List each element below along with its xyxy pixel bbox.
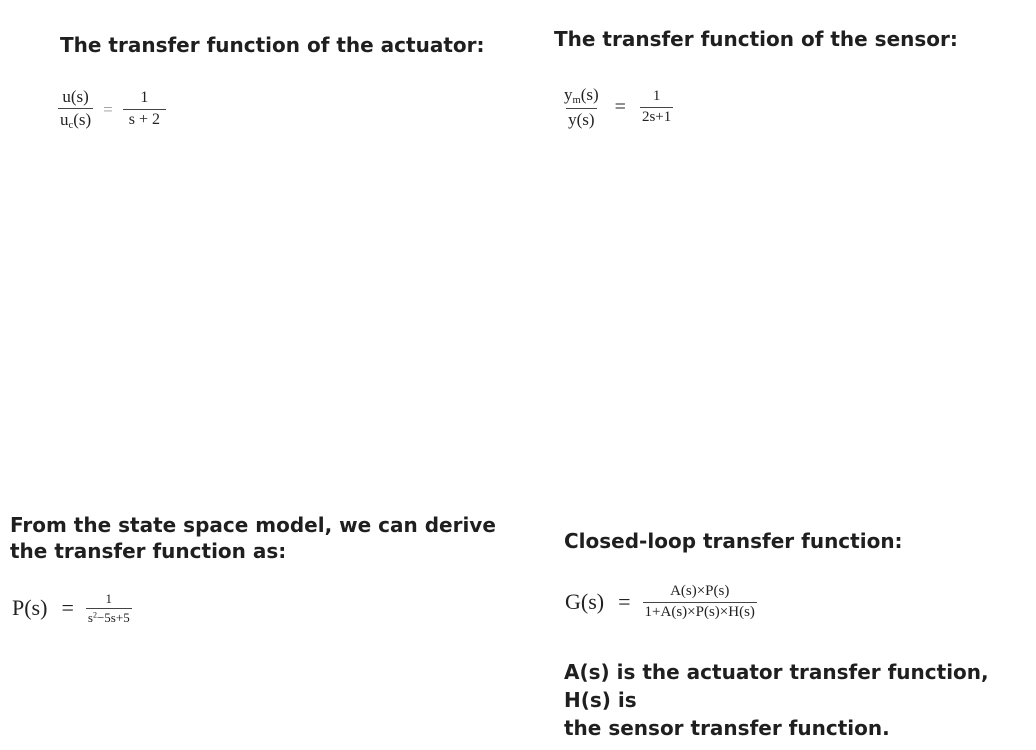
actuator-lhs-numerator: u(s): [62, 87, 89, 106]
definitions-note: [564, 658, 1036, 742]
actuator-lhs-den-base: u: [60, 109, 69, 129]
sensor-equation: [562, 86, 673, 129]
plant-rhs-numerator: 1: [105, 591, 113, 606]
sensor-rhs-fraction: [640, 89, 673, 126]
actuator-lhs-fraction: [58, 88, 93, 131]
plant-equation: [12, 592, 132, 624]
sensor-lhs-numerator: [562, 86, 601, 108]
plant-rhs-den-base: s: [87, 609, 93, 625]
actuator-rhs-denominator: s + 2: [123, 109, 166, 129]
actuator-equals: =: [103, 99, 113, 119]
plant-rhs-den-tail: −5s+5: [96, 609, 130, 625]
closed-loop-equation: [565, 584, 757, 621]
actuator-rhs-fraction: [123, 90, 166, 129]
sensor-lhs-fraction: [562, 86, 601, 129]
sensor-lhs-num-tail: (s): [580, 85, 599, 104]
closed-loop-rhs-denominator: 1+A(s)×P(s)×H(s): [644, 603, 755, 620]
sensor-lhs-denominator: y(s): [568, 110, 595, 130]
plant-rhs-den-sup: 2: [92, 610, 97, 620]
sensor-rhs-numerator: 1: [652, 88, 661, 105]
definitions-note-line2: the sensor transfer function.: [564, 716, 890, 740]
plant-heading-line2: the transfer function as:: [10, 539, 287, 563]
sensor-lhs-num-sub: m: [572, 95, 581, 107]
actuator-heading: The transfer function of the actuator:: [60, 33, 485, 57]
sensor-heading: The transfer function of the sensor:: [554, 27, 958, 51]
closed-loop-heading: Closed-loop transfer function:: [564, 529, 903, 553]
plant-rhs-denominator: [86, 608, 132, 625]
plant-lhs: P(s): [12, 595, 48, 621]
closed-loop-rhs-fraction: [643, 584, 757, 621]
actuator-equation: [58, 88, 166, 131]
closed-loop-equals: =: [618, 589, 631, 615]
plant-heading-line1: From the state space model, we can derive: [10, 513, 496, 537]
sensor-lhs-num-base: y: [564, 85, 573, 104]
sensor-rhs-denominator: 2s+1: [641, 109, 672, 126]
actuator-lhs-den-sub: c: [68, 120, 74, 131]
actuator-rhs-numerator: 1: [140, 89, 149, 107]
sensor-equals: =: [614, 96, 626, 119]
plant-heading: [10, 512, 496, 564]
actuator-lhs-denominator: [58, 108, 93, 131]
closed-loop-lhs: G(s): [565, 589, 605, 615]
plant-rhs-fraction: [86, 592, 132, 624]
closed-loop-rhs-numerator: A(s)×P(s): [670, 583, 730, 599]
actuator-lhs-den-tail: (s): [73, 109, 92, 129]
definitions-note-line1: A(s) is the actuator transfer function, H(s) is: [564, 660, 989, 712]
plant-equals: =: [61, 595, 74, 621]
